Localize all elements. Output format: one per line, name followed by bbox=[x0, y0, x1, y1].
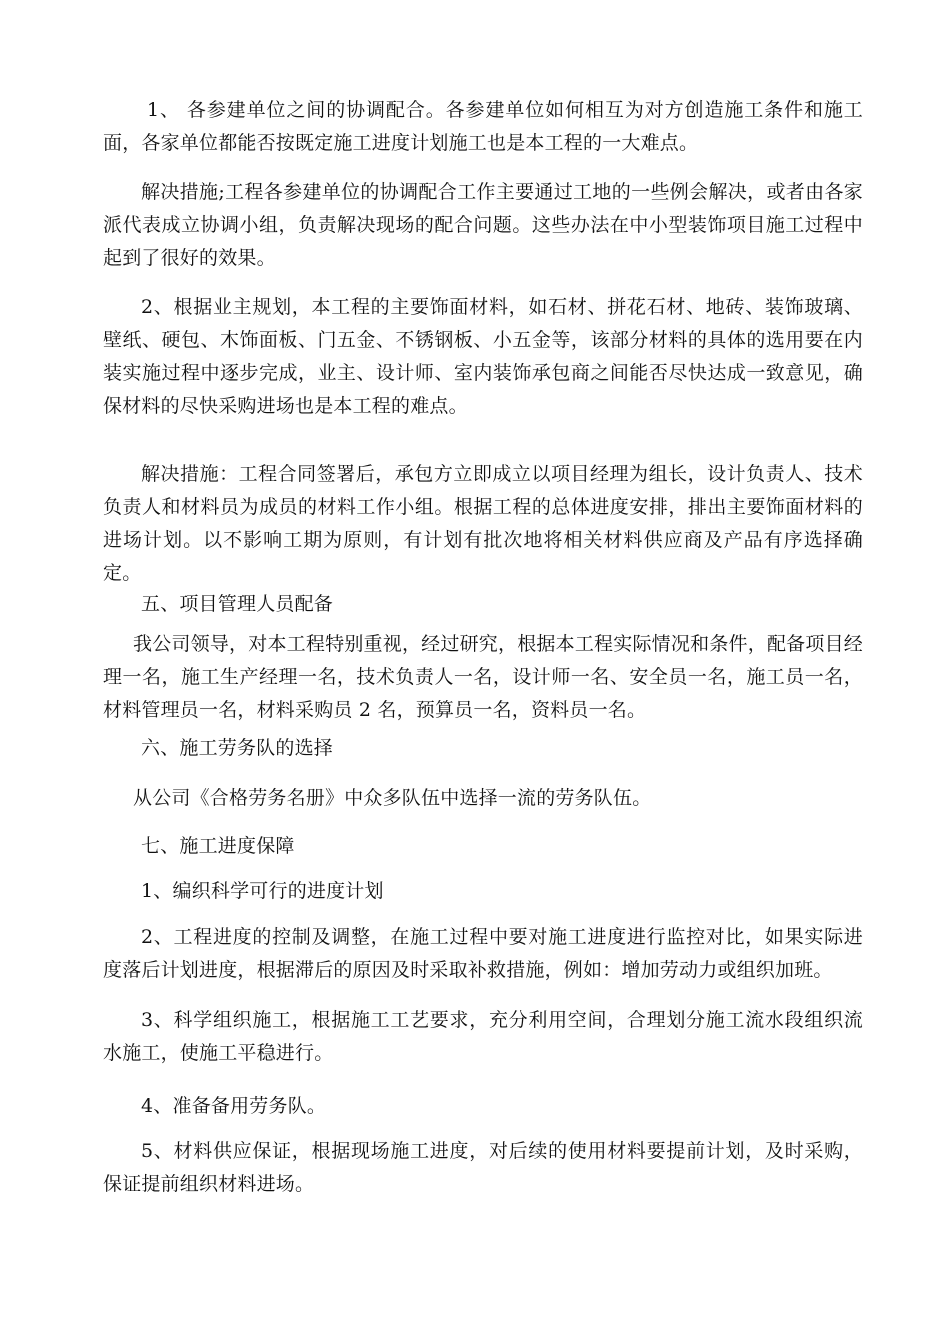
paragraph-item-4: 4、准备备用劳务队。 bbox=[141, 1095, 327, 1117]
paragraph-staffing: 我公司领导，对本工程特别重视，经过研究，根据本工程实际情况和条件，配备项目经理一名，施工生产经理一名，技术负责人一名，设计师一名、安全员一名，施工员一名，材料管理员一名，材料采购员 2 名，预算员一名，资料员一名。 bbox=[103, 633, 863, 721]
paragraph-item-5: 5、材料供应保证，根据现场施工进度，对后续的使用材料要提前计划，及时采购，保证提前组织材料进场。 bbox=[103, 1140, 863, 1195]
heading-section-7: 七、施工进度保障 bbox=[141, 835, 295, 857]
paragraph-item-2: 2、工程进度的控制及调整，在施工过程中要对施工进度进行监控对比，如果实际进度落后计划进度，根据滞后的原因及时采取补救措施，例如：增加劳动力或组织加班。 bbox=[103, 926, 863, 981]
paragraph-solution-2: 解决措施：工程合同签署后，承包方立即成立以项目经理为组长，设计负责人、技术负责人和材料员为成员的材料工作小组。根据工程的总体进度安排，排出主要饰面材料的进场计划。以不影响工期为原则，有计划有批次地将相关材料供应商及产品有序选择确定。 bbox=[103, 463, 863, 584]
paragraph-materials: 2、根据业主规划，本工程的主要饰面材料，如石材、拼花石材、地砖、装饰玻璃、壁纸、硬包、木饰面板、门五金、不锈钢板、小五金等，该部分材料的具体的选用要在内装实施过程中逐步完成，业主、设计师、室内装饰承包商之间能否尽快达成一致意见，确保材料的尽快采购进场也是本工程的难点。 bbox=[103, 296, 863, 417]
paragraph-item-3: 3、科学组织施工，根据施工工艺要求，充分利用空间，合理划分施工流水段组织流水施工，使施工平稳进行。 bbox=[103, 1009, 863, 1064]
paragraph-item-1: 1、编织科学可行的进度计划 bbox=[141, 880, 384, 902]
paragraph-solution-1: 解决措施;工程各参建单位的协调配合工作主要通过工地的一些例会解决，或者由各家派代表成立协调小组，负责解决现场的配合问题。这些办法在中小型装饰项目施工过程中起到了很好的效果。 bbox=[103, 181, 863, 269]
paragraph-labor-team: 从公司《合格劳务名册》中众多队伍中选择一流的劳务队伍。 bbox=[133, 787, 652, 809]
heading-section-5: 五、项目管理人员配备 bbox=[141, 593, 334, 615]
paragraph-coordination: 1、 各参建单位之间的协调配合。各参建单位如何相互为对方创造施工条件和施工面，各家单位都能否按既定施工进度计划施工也是本工程的一大难点。 bbox=[103, 99, 863, 154]
heading-section-6: 六、施工劳务队的选择 bbox=[141, 737, 334, 759]
